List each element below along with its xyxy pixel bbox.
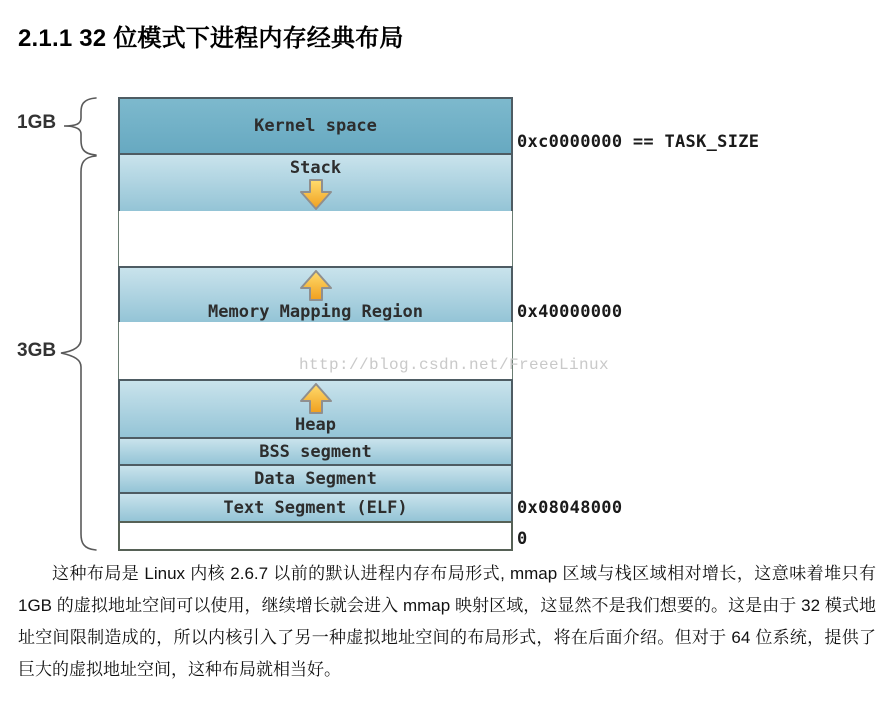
segment-text-elf <box>118 492 513 523</box>
segment-label: Memory Mapping Region <box>208 302 423 322</box>
size-label-1gb: 1GB <box>17 112 57 133</box>
segment-unused-gap-upper <box>118 211 513 268</box>
segment-null-page <box>118 521 513 551</box>
watermark-url: http://blog.csdn.net/FreeeLinux <box>299 356 610 374</box>
address-label-mmap-base: 0x40000000 <box>517 302 623 322</box>
segment-stack <box>118 153 513 213</box>
down-arrow-icon <box>298 179 334 210</box>
segment-label: Stack <box>289 158 342 178</box>
segment-label: Text Segment (ELF) <box>223 497 408 518</box>
segment-bss <box>118 437 513 466</box>
brace-icon <box>0 90 118 560</box>
segment-label: BSS segment <box>259 441 372 462</box>
up-arrow-icon <box>298 383 334 414</box>
address-label-zero: 0 <box>517 529 528 549</box>
segment-label: Kernel space <box>254 116 377 136</box>
address-label-text-base: 0x08048000 <box>517 498 623 518</box>
segment-label: Data Segment <box>254 469 377 489</box>
segment-memory-mapping-region <box>118 266 513 324</box>
body-paragraph: 这种布局是 Linux 内核 2.6.7 以前的默认进程内存布局形式, mmap 区域与栈区域相对增长，这意味着堆只有 1GB 的虚拟地址空间可以使用，继续增长就会进入 mmap 映射区域，这显然不是我们想要的。这是由于 32 模式地址空间限制造成的，所以内核引入了另一种虚拟地址空间的布局形式，将在后面介绍。但对于 64 位系统，提供了巨大的虚拟地址空间，这种布局就相当好。 <box>18 564 876 679</box>
segment-data <box>118 464 513 494</box>
up-arrow-icon <box>298 270 334 301</box>
segment-label: Heap <box>295 415 336 435</box>
size-label-3gb: 3GB <box>17 340 57 361</box>
address-label-task-size: 0xc0000000 == TASK_SIZE <box>517 132 760 152</box>
segment-heap <box>118 379 513 439</box>
segment-kernel-space <box>118 97 513 155</box>
section-title: 2.1.1 32 位模式下进程内存经典布局 <box>18 25 404 52</box>
